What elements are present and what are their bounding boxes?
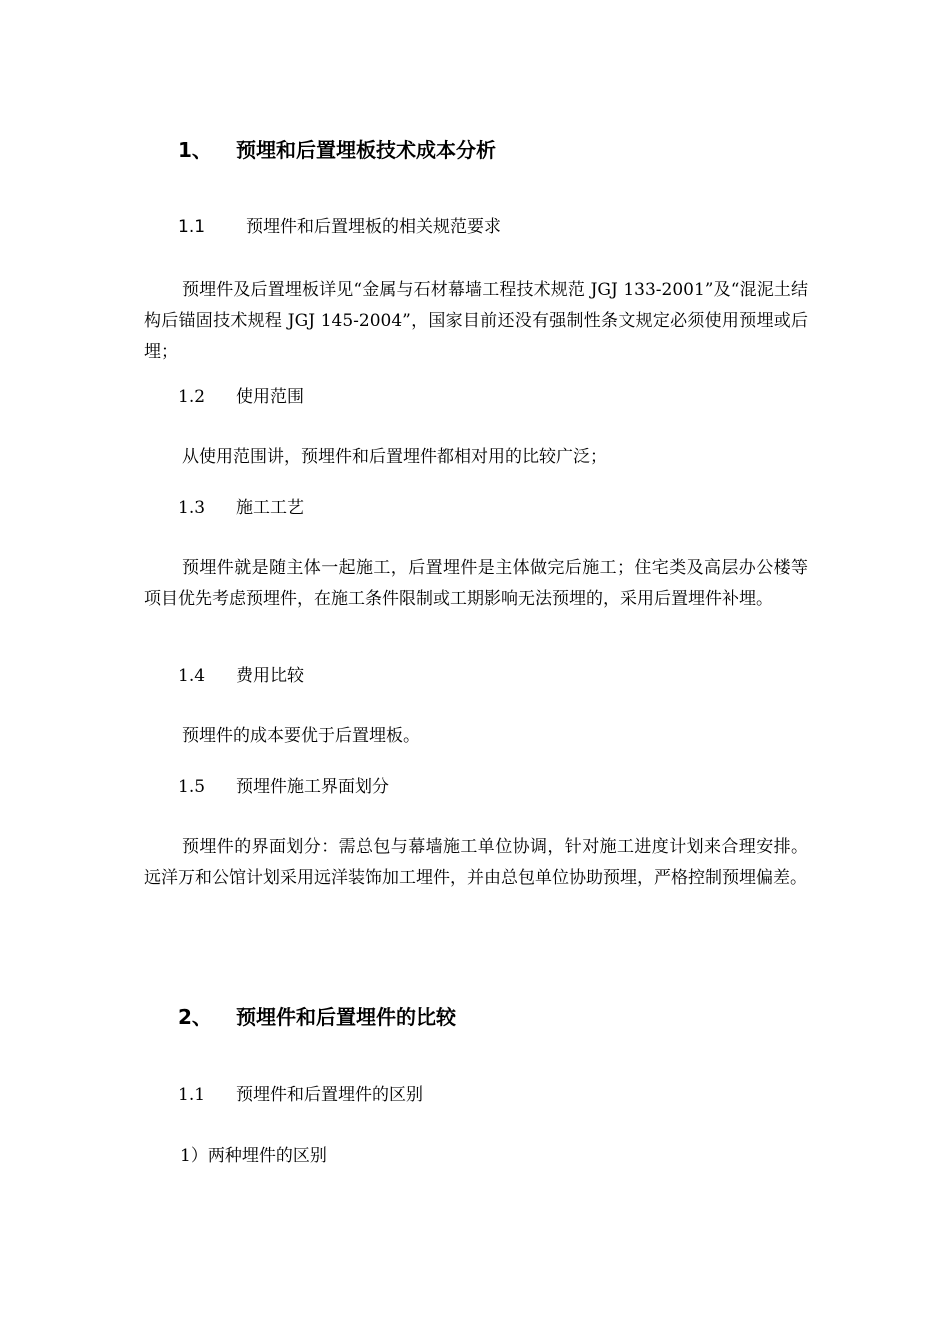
subsection-1-4-heading — [178, 663, 304, 689]
subsection-number: 1.3 — [178, 498, 206, 518]
section-2-number: 2、 — [178, 1005, 212, 1029]
paragraph: 预埋件的成本要优于后置埋板。 — [182, 726, 420, 746]
paragraph: 预埋件就是随主体一起施工，后置埋件是主体做完后施工；住宅类及高层办公楼等项目优先考虑预埋件，在施工条件限制或工期影响无法预埋的，采用后置埋件补埋。 — [144, 558, 808, 609]
subsection-title: 使用范围 — [236, 387, 304, 407]
subsection-number: 1.1 — [178, 1085, 206, 1105]
paragraph: 从使用范围讲，预埋件和后置埋件都相对用的比较广泛； — [182, 447, 607, 467]
subsection-1-5-heading — [178, 774, 389, 800]
section-1-heading — [178, 136, 496, 164]
subsection-title: 预埋件施工界面划分 — [236, 777, 389, 797]
subsection-title: 预埋件和后置埋板的相关规范要求 — [246, 217, 501, 237]
subsection-title: 施工工艺 — [236, 498, 304, 518]
paragraph: 预埋件及后置埋板详见“金属与石材幕墙工程技术规范 JGJ 133-2001”及“混泥土结构后锚固技术规程 JGJ 145-2004”，国家目前还没有强制性条文规定必须使用预埋或后埋； — [144, 280, 808, 362]
subsection-title: 预埋件和后置埋件的区别 — [236, 1085, 423, 1105]
subsection-2-1-heading — [178, 1082, 423, 1108]
section-1-title: 预埋和后置埋板技术成本分析 — [236, 138, 496, 162]
subsection-number: 1.4 — [178, 666, 206, 686]
subsection-number: 1.2 — [178, 387, 206, 407]
section-2-title: 预埋件和后置埋件的比较 — [236, 1005, 456, 1029]
subsection-1-2-heading — [178, 384, 304, 410]
section-1-number: 1、 — [178, 138, 212, 162]
subsection-1-3-heading — [178, 495, 304, 521]
list-item: 1）两种埋件的区别 — [180, 1146, 327, 1166]
subsection-number: 1.1 — [178, 217, 206, 237]
paragraph: 预埋件的界面划分：需总包与幕墙施工单位协调，针对施工进度计划来合理安排。远洋万和公馆计划采用远洋装饰加工埋件，并由总包单位协助预埋，严格控制预埋偏差。 — [144, 837, 808, 888]
subsection-number: 1.5 — [178, 777, 206, 797]
subsection-1-1-heading — [178, 214, 501, 240]
subsection-title: 费用比较 — [236, 666, 304, 686]
section-2-heading — [178, 1003, 456, 1031]
